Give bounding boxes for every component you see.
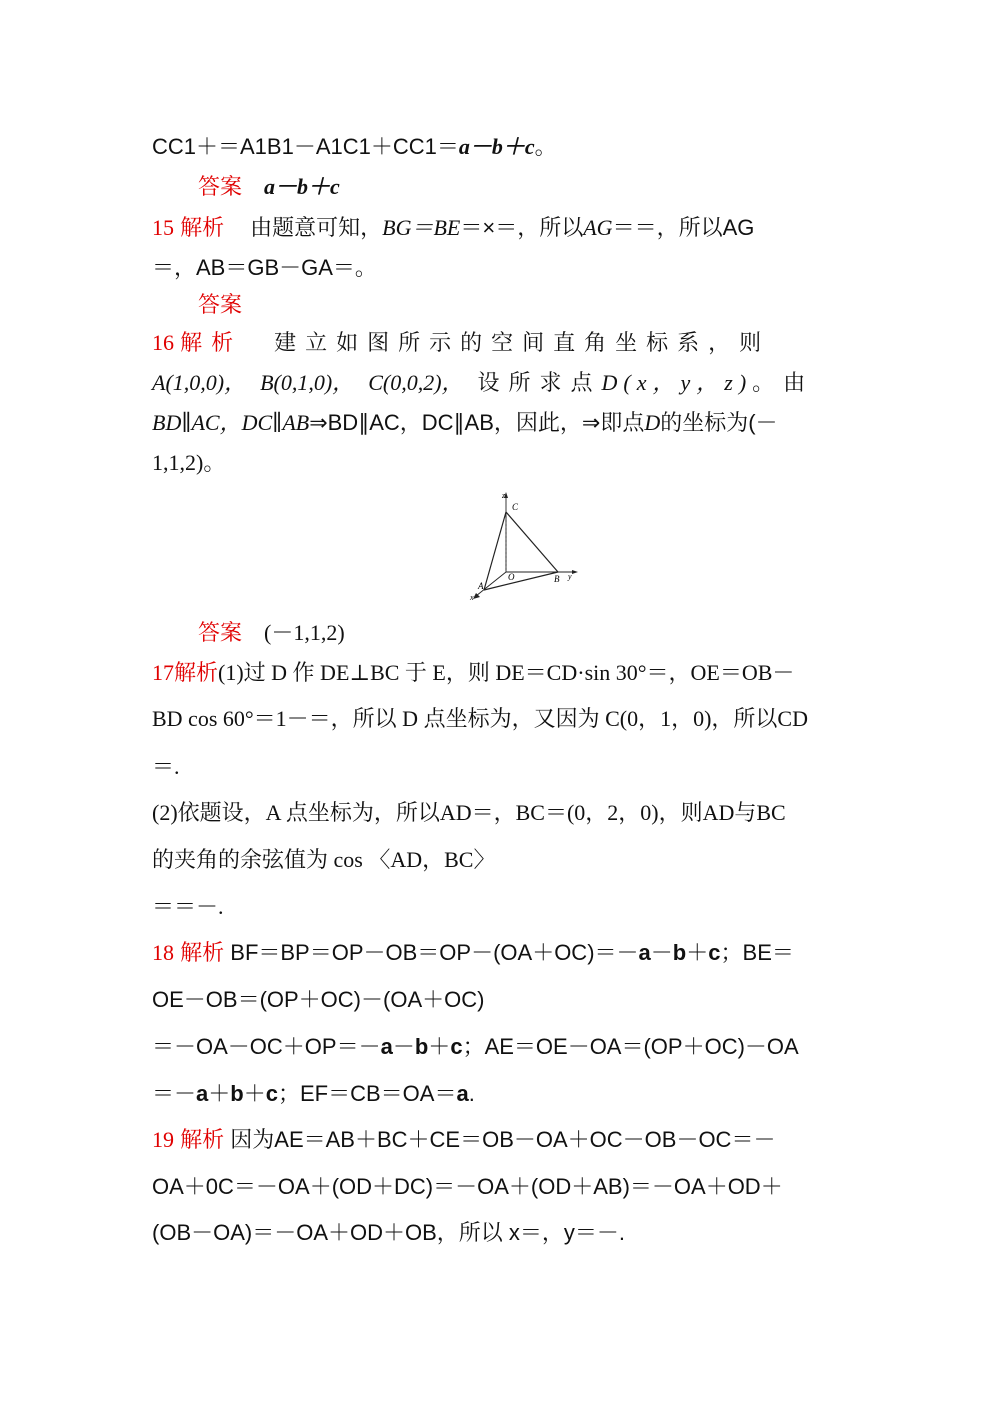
x-label: x <box>470 593 474 602</box>
q16-text: ⇒BD∥AC，DC∥AB，因此，⇒即点 <box>309 410 645 435</box>
q17-line-2: BD cos 60°＝1－＝，所以 D 点坐标为，又因为 C(0，1，0)，所以CD <box>152 706 808 731</box>
q16-line-4 <box>152 448 852 478</box>
vector-c: c <box>265 1081 278 1106</box>
vector-b: b <box>230 1081 244 1106</box>
a-label: A <box>478 581 484 591</box>
q15-text: ＝×＝，所以 <box>460 215 584 240</box>
q18-text: BF＝BP＝OP－OB＝OP－(OA＋OC)＝－ <box>230 940 639 965</box>
vector-a: a <box>380 1034 393 1059</box>
q15-line-2: ＝，AB＝GB－GA＝。 <box>152 255 377 280</box>
c-label: C <box>512 502 519 512</box>
q14-equation-text: CC1＋＝A1B1－A1C1＋CC1＝ <box>152 134 459 159</box>
vector-c: c <box>708 940 721 965</box>
q16-math: D <box>644 410 661 435</box>
question-number: 16 <box>152 330 174 355</box>
point-a: A(1,0,0)， <box>152 370 247 395</box>
q18-line-3 <box>152 1032 852 1062</box>
q18-text: ＝－ <box>152 1081 197 1106</box>
q18-text: ；AE＝OE－OA＝(OP＋OC)－OA <box>462 1034 799 1059</box>
b-label: B <box>554 574 560 584</box>
question-number: 19 <box>152 1127 174 1152</box>
q14-answer-value: a－b＋c <box>264 174 340 199</box>
q15-math: BG＝BE <box>382 215 461 240</box>
vector-b: b <box>672 940 687 965</box>
operator: － <box>392 1034 415 1059</box>
q16-math: BD∥AC，DC∥AB <box>152 410 310 435</box>
q17-line-1 <box>152 658 852 688</box>
question-number: 17 <box>152 660 174 685</box>
answer-label: 答案 <box>198 292 243 317</box>
q18-line-1 <box>152 938 852 968</box>
question-number: 15 <box>152 215 174 240</box>
q19-line-1 <box>152 1125 852 1155</box>
point-b: B(0,1,0)， <box>260 370 355 395</box>
q17-text: (1)过 D 作 DE⊥BC 于 E，则 DE＝CD·sin 30°＝，OE＝OB－ <box>218 660 795 685</box>
q16-text: 。由 <box>752 370 815 395</box>
q18-line-2: OE－OB＝(OP＋OC)－(OA＋OC) <box>152 987 485 1012</box>
answer-label: 答案 <box>198 174 243 199</box>
edge-ca <box>484 512 506 590</box>
operator: ＋ <box>208 1081 231 1106</box>
q19-line-3: (OB－OA)＝－OA＋OD＋OB，所以 x＝，y＝－. <box>152 1220 626 1245</box>
y-label: y <box>568 572 572 581</box>
operator: ＋ <box>243 1081 266 1106</box>
operator: － <box>650 940 673 965</box>
q18-line-4 <box>152 1079 852 1109</box>
z-label: z <box>502 491 506 500</box>
analysis-label: 解析 <box>180 215 225 240</box>
y-axis-arrow <box>572 570 578 574</box>
q14-vector-expression: a－b＋c <box>458 134 535 159</box>
point-c: C(0,0,2)， <box>368 370 464 395</box>
q16-line-2 <box>152 368 852 398</box>
q16-text: 建立如图所示的空间直角坐标系，则 <box>274 330 771 355</box>
q14-answer <box>198 172 898 202</box>
vector-a: a <box>638 940 651 965</box>
analysis-label: 解析 <box>180 1127 225 1152</box>
q17-line-4: (2)依题设，A 点坐标为，所以AD＝，BC＝(0，2，0)，则AD与BC <box>152 800 786 825</box>
vector-c: c <box>450 1034 463 1059</box>
q16-text: 设所求点 <box>477 370 602 395</box>
q18-text: . <box>468 1081 475 1106</box>
q16-text: 。 <box>203 450 226 475</box>
analysis-label: 解析 <box>174 660 219 685</box>
point-d: D(x，y，z) <box>601 370 753 395</box>
q16-line-1 <box>152 328 852 358</box>
q15-math: AG <box>583 215 613 240</box>
q18-text: ；BE＝ <box>720 940 794 965</box>
q18-text: ＝－OA－OC＋OP＝－ <box>152 1034 381 1059</box>
operator: ＋ <box>428 1034 451 1059</box>
q16-line-3 <box>152 408 852 438</box>
analysis-label: 解析 <box>180 330 243 355</box>
q15-line-1 <box>152 213 852 243</box>
q16-math: 1,1,2) <box>152 450 204 475</box>
q17-line-6: ＝＝－. <box>152 894 224 919</box>
q19-line-2: OA＋0C＝－OA＋(OD＋DC)＝－OA＋(OD＋AB)＝－OA＋OD＋ <box>152 1174 783 1199</box>
o-label: O <box>508 572 515 582</box>
q16-text: 的坐标为(－ <box>660 410 778 435</box>
q18-text: ；EF＝CB＝OA＝ <box>278 1081 457 1106</box>
q16-answer <box>198 618 898 648</box>
q16-answer-value: (－1,1,2) <box>264 620 345 645</box>
q17-line-3: ＝. <box>152 754 180 779</box>
vector-b: b <box>414 1034 429 1059</box>
q14-period: 。 <box>534 134 557 159</box>
q15-answer <box>198 290 898 320</box>
q14-line-1 <box>152 132 852 162</box>
vector-a: a <box>456 1081 469 1106</box>
q15-text: 由题意可知， <box>250 215 383 240</box>
coordinate-system-figure <box>462 488 592 606</box>
answer-label: 答案 <box>198 620 243 645</box>
q17-line-5: 的夹角的余弦值为 cos 〈AD，BC〉 <box>152 847 496 872</box>
question-number: 18 <box>152 940 174 965</box>
operator: ＋ <box>686 940 709 965</box>
vector-a: a <box>196 1081 209 1106</box>
q15-text: ＝＝，所以AG <box>612 215 755 240</box>
edge-cb <box>506 512 558 572</box>
analysis-label: 解析 <box>180 940 225 965</box>
q19-text: 因为AE＝AB＋BC＋CE＝OB－OA＋OC－OB－OC＝－ <box>230 1127 776 1152</box>
